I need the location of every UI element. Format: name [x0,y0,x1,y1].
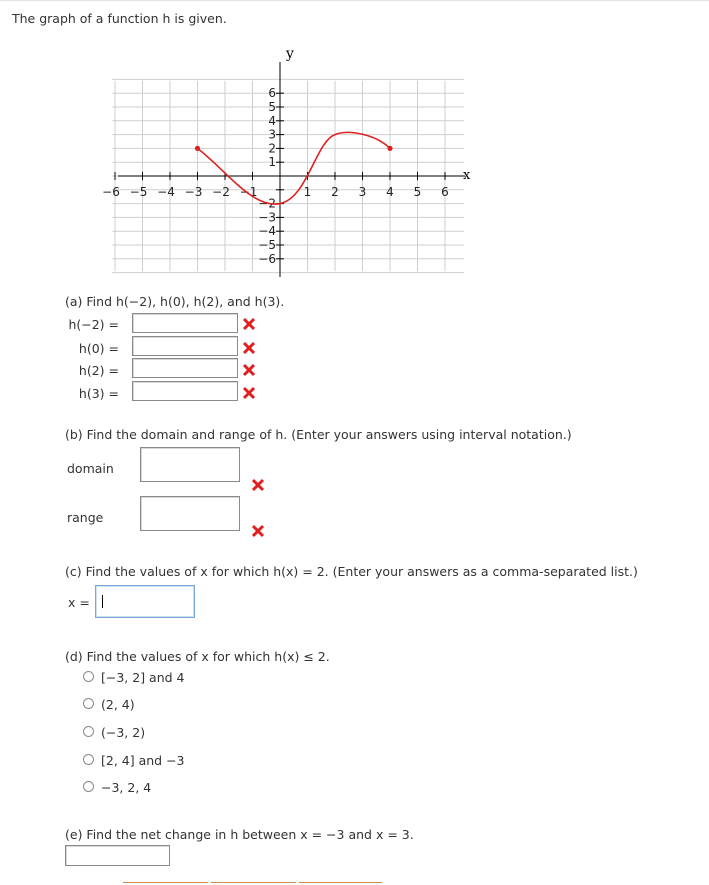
part-b-prompt: (b) Find the domain and range of h. (Enter your answers using interval notation.) [65,427,572,442]
part-e-prompt: (e) Find the net change in h between x = −3 and x = 3. [65,827,414,842]
h-0-input[interactable] [132,336,238,356]
part-c-prompt: (c) Find the values of x for which h(x) = 2. (Enter your answers as a comma-separated list.) [65,564,638,579]
option-2-radio[interactable] [83,698,94,709]
y-tick-label: −5 [258,238,276,252]
h-neg2-label: h(−2) = [68,317,119,332]
option-4-radio[interactable] [83,754,94,765]
x-tick-label: −2 [212,185,230,199]
y-tick-label: 5 [268,100,276,114]
domain-input[interactable] [140,447,240,482]
y-tick-label: 3 [268,127,276,142]
y-tick-label: 4 [268,113,276,128]
x-tick-label: −4 [157,185,175,199]
x-tick-label: 5 [413,185,422,199]
option-2-label[interactable]: (2, 4) [101,697,135,712]
left-endpoint-dot [195,146,200,151]
top-divider [0,0,709,1]
domain-label: domain [67,461,114,476]
option-5-label[interactable]: −3, 2, 4 [101,780,152,795]
y-tick-label: −2 [258,196,276,211]
option-4-label[interactable]: [2, 4] and −3 [101,753,185,768]
y-tick-label: −3 [258,210,276,225]
range-input[interactable] [140,496,240,531]
x-tick-label: 1 [303,185,312,199]
right-endpoint-dot [387,146,392,151]
x-axis-label: x [463,168,471,183]
x-tick-label: −3 [184,185,203,199]
answer-underline [211,882,296,883]
incorrect-x-icon [251,478,265,492]
x-values-input[interactable] [95,585,195,618]
x-tick-label: −5 [129,185,148,199]
answer-underline [123,882,208,883]
x-tick-label: 2 [331,185,339,199]
text-caret [102,595,103,608]
h-3-input[interactable] [132,381,238,401]
function-graph [102,40,471,285]
part-a-prompt: (a) Find h(−2), h(0), h(2), and h(3). [65,294,285,309]
incorrect-x-icon [242,317,256,331]
answer-underline [299,882,382,883]
h-3-label: h(3) = [78,386,119,401]
x-tick-label: −6 [102,185,120,199]
x-tick-label: 3 [358,185,367,199]
x-tick-label: −1 [239,185,258,199]
option-3-label[interactable]: (−3, 2) [101,725,146,740]
incorrect-x-icon [242,363,256,377]
part-d-prompt: (d) Find the values of x for which h(x) ≤ 2. [65,649,330,664]
incorrect-x-icon [242,386,256,400]
h-2-label: h(2) = [78,363,119,378]
y-tick-label: 6 [268,86,276,101]
range-label: range [67,510,104,525]
x-tick-label: 6 [441,185,449,199]
incorrect-x-icon [251,524,265,538]
h-2-input[interactable] [132,358,238,378]
y-axis-label: y [286,46,294,62]
net-change-input[interactable] [65,845,170,866]
option-3-radio[interactable] [83,726,94,737]
x-tick-label: 4 [386,185,394,199]
h-0-label: h(0) = [78,341,119,356]
option-1-radio[interactable] [83,671,94,682]
option-5-radio[interactable] [83,781,94,792]
incorrect-x-icon [242,341,256,355]
x-equals-label: x = [68,595,90,610]
option-1-label[interactable]: [−3, 2] and 4 [101,670,185,685]
y-tick-label: −6 [258,251,276,266]
intro-text: The graph of a function h is given. [12,11,227,26]
y-tick-label: −4 [258,224,276,239]
h-neg2-input[interactable] [132,313,238,333]
y-tick-label: 1 [268,155,276,170]
y-tick-label: 2 [268,141,276,156]
